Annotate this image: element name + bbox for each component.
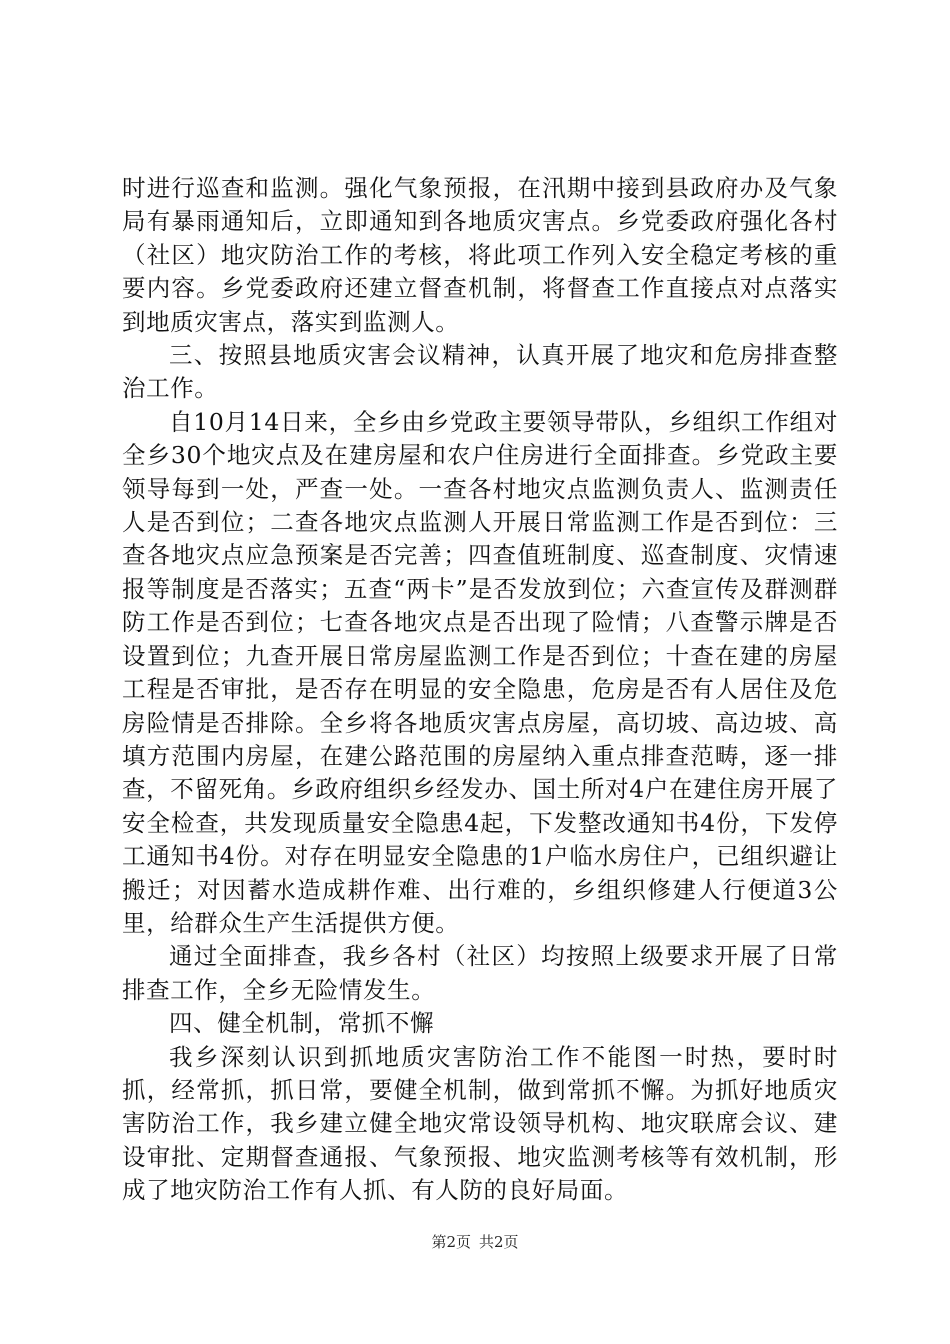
document-body (122, 172, 838, 1208)
section-heading-4: 四、健全机制，常抓不懈 (169, 1009, 435, 1038)
page-number-total: 共2页 (479, 1233, 519, 1251)
paragraph-1: 时进行巡查和监测。强化气象预报，在汛期中接到县政府办及气象局有暴雨通知后，立即通知到各地质灾害点。乡党委政府强化各村（社区）地灾防治工作的考核，将此项工作列入安全稳定考核的重要内容。乡党委政府还建立督查机制，将督查工作直接点对点落实到地质灾害点，落实到监测人。 (122, 174, 838, 336)
section-heading-3: 三、按照县地质灾害会议精神，认真开展了地灾和危房排查整治工作。 (122, 341, 838, 403)
paragraph-6: 我乡深刻认识到抓地质灾害防治工作不能图一时热，要时时抓，经常抓，抓日常，要健全机制，做到常抓不懈。为抓好地质灾害防治工作，我乡建立健全地灾常设领导机构、地灾联席会议、建设审批、定期督查通报、气象预报、地灾监测考核等有效机制，形成了地灾防治工作有人抓、有人防的良好局面。 (122, 1042, 838, 1205)
paragraph-3: 自10月14日来，全乡由乡党政主要领导带队，乡组织工作组对全乡30个地灾点及在建房屋和农户住房进行全面排查。乡党政主要领导每到一处，严查一处。一查各村地灾点监测负责人、监测责任人是否到位；二查各地灾点监测人开展日常监测工作是否到位：三查各地灾点应急预案是否完善；四查值班制度、巡查制度、灾情速报等制度是否落实；五查“两卡”是否发放到位；六查宣传及群测群防工作是否到位；七查各地灾点是否出现了险情；八查警示牌是否设置到位；九查开展日常房屋监测工作是否到位；十查在建的房屋工程是否审批，是否存在明显的安全隐患，危房是否有人居住及危房险情是否排除。全乡将各地质灾害点房屋，高切坡、高边坡、高填方范围内房屋，在建公路范围的房屋纳入重点排查范畴，逐一排查，不留死角。乡政府组织乡经发办、国土所对4户在建住房开展了安全检查，共发现质量安全隐患4起，下发整改通知书4份，下发停工通知书4份。对存在明显安全隐患的1户临水房住户，已组织避让搬迁；对因蓄水造成耕作难、出行难的，乡组织修建人行便道3公里，给群众生产生活提供方便。 (122, 407, 838, 937)
page-number-current: 第2页 (431, 1233, 471, 1251)
paragraph-4: 通过全面排查，我乡各村（社区）均按照上级要求开展了日常排查工作，全乡无险情发生。 (122, 942, 838, 1004)
page-footer (0, 1232, 950, 1252)
